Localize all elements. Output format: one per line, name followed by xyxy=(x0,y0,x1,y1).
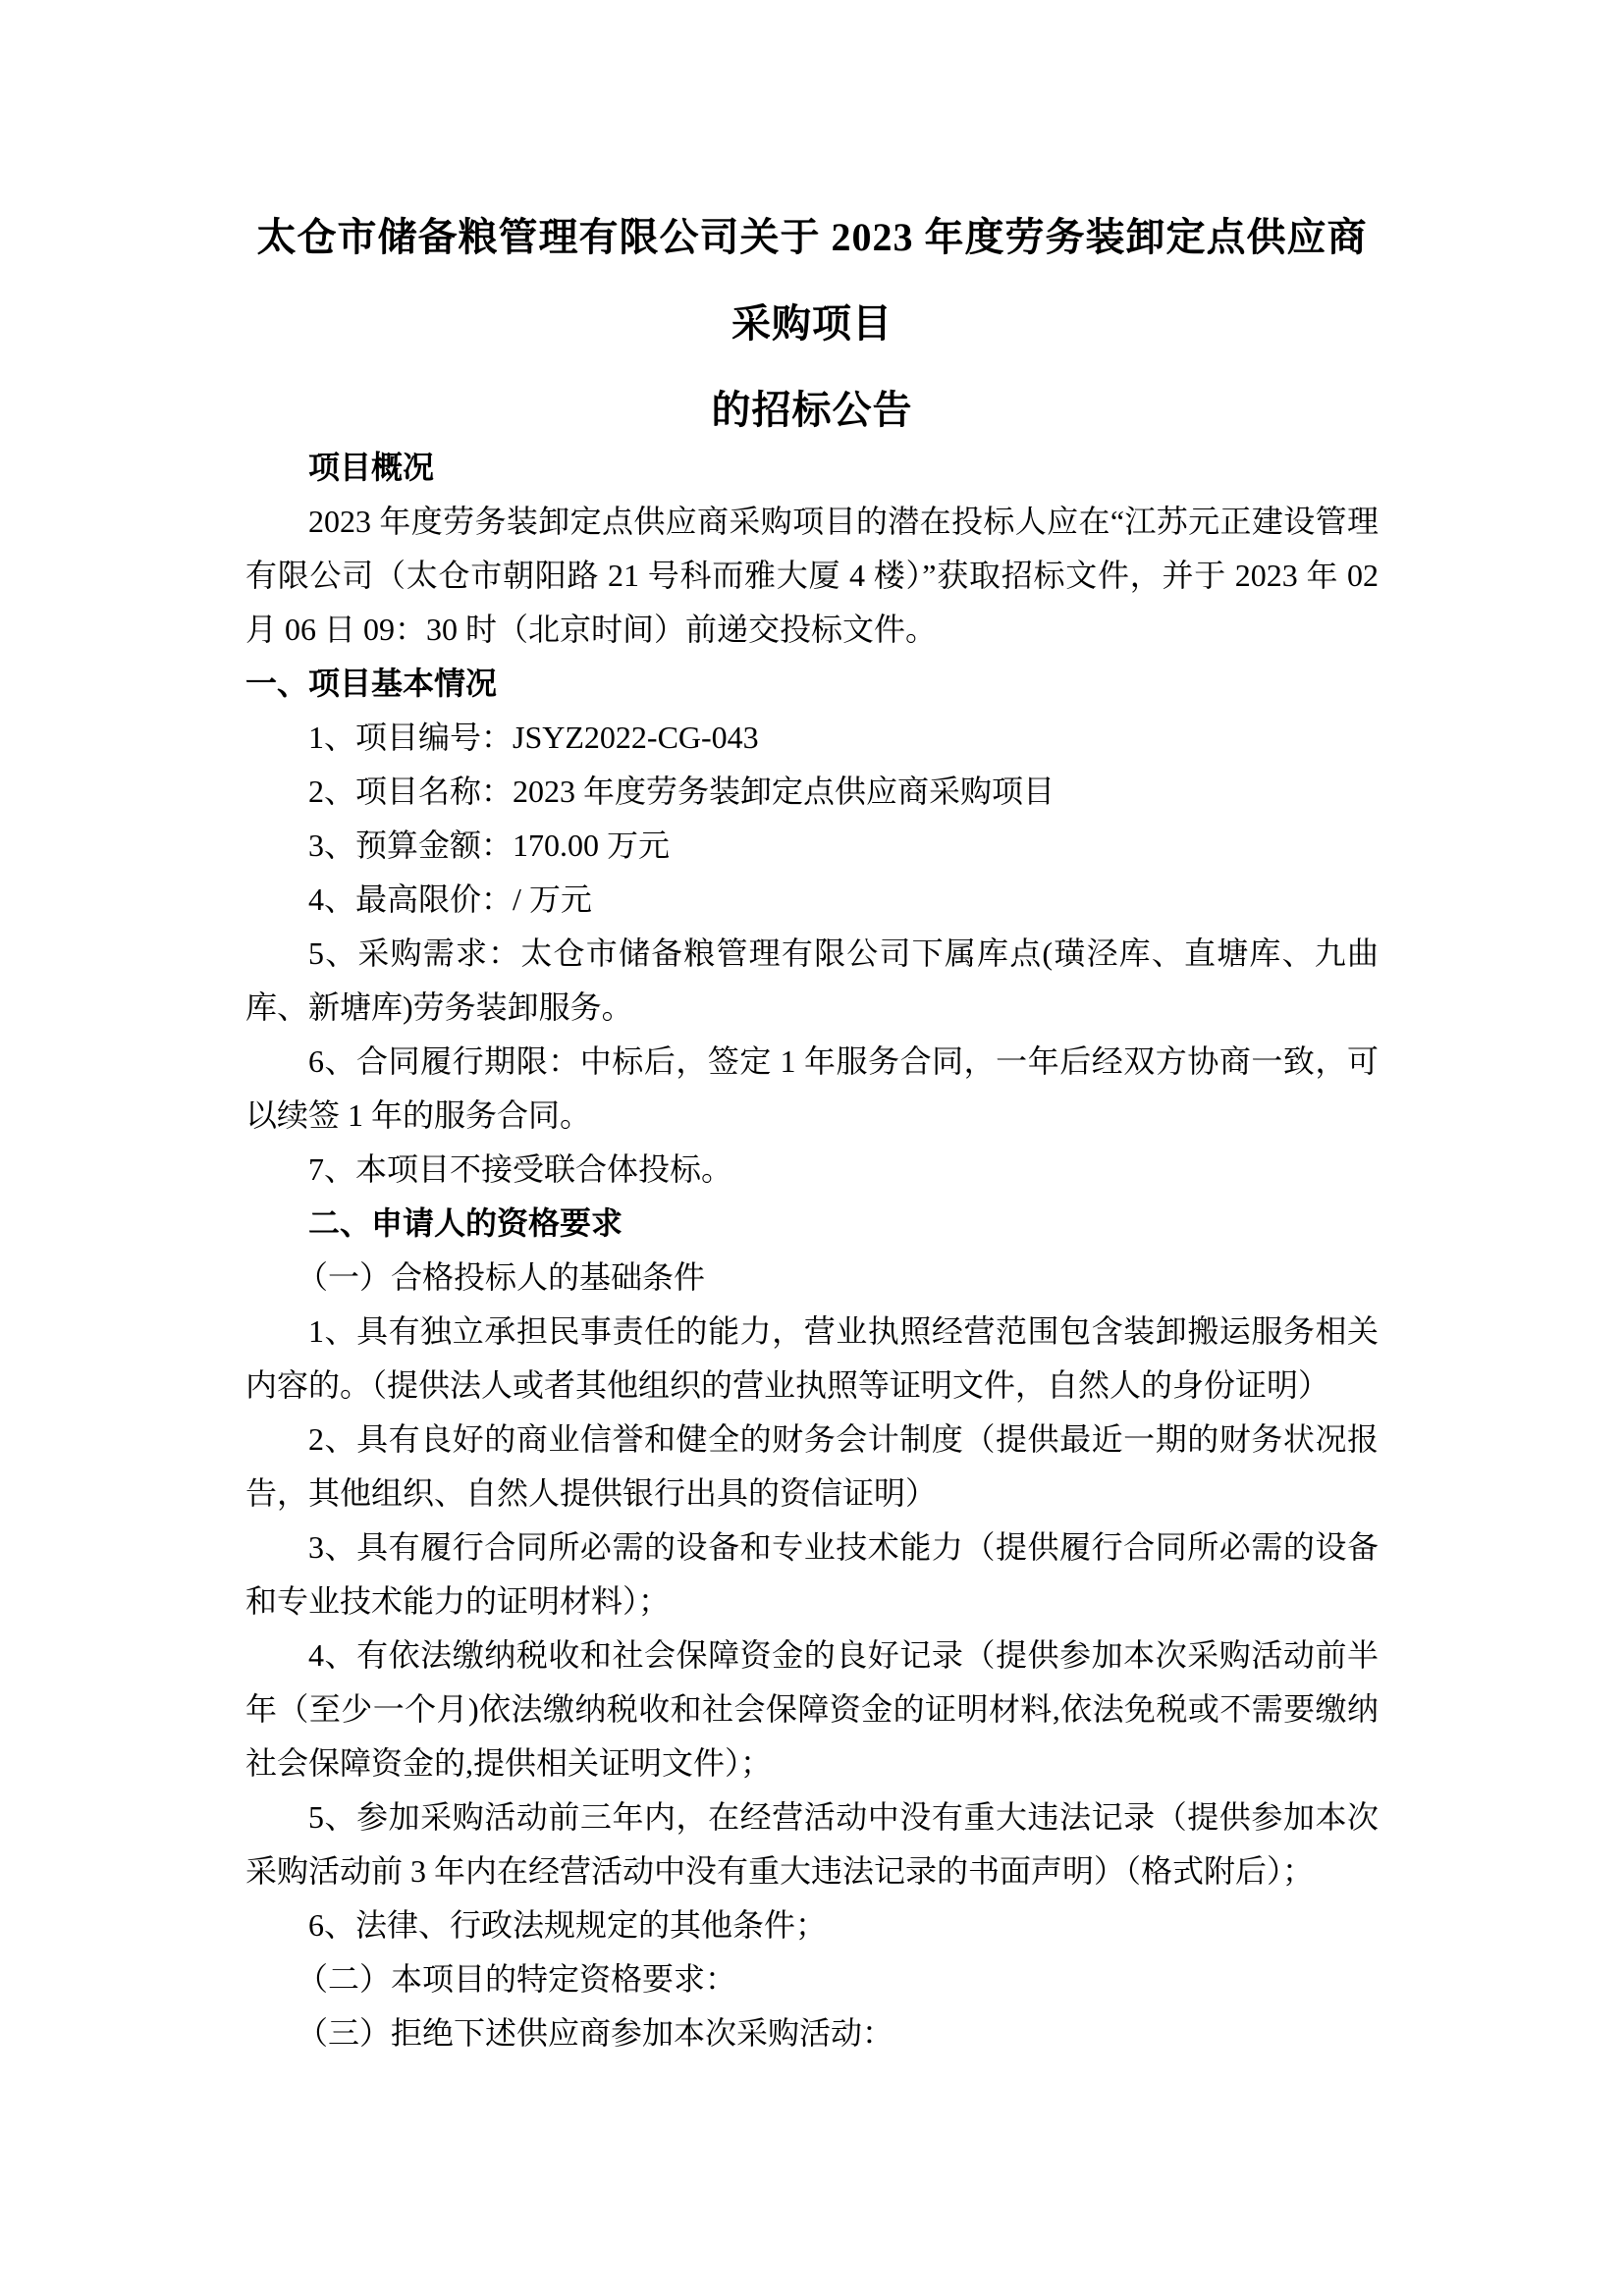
para-overview-heading: 项目概况 xyxy=(308,450,435,485)
document-title-line-2: 的招标公告 xyxy=(711,388,913,432)
para-basic-condition-1: 1、具有独立承担民事责任的能力，营业执照经营范围包含装卸搬运服务相关内容的。（提供法人或者其他组织的营业执照等证明文件，自然人的身份证明） xyxy=(245,1313,1379,1403)
para-subsection-2-heading: （二）本项目的特定资格要求： xyxy=(297,1961,737,1997)
para-basic-condition-4: 4、有依法缴纳税收和社会保障资金的良好记录（提供参加本次采购活动前半年（至少一个月)依法缴纳税收和社会保障资金的证明材料,依法免税或不需要缴纳社会保障资金的,提供相关证明文件）； xyxy=(245,1637,1379,1781)
para-max-price: 4、最高限价：/ 万元 xyxy=(308,881,592,917)
para-project-name: 2、项目名称：2023 年度劳务装卸定点供应商采购项目 xyxy=(308,774,1056,809)
para-basic-condition-3: 3、具有履行合同所必需的设备和专业技术能力（提供履行合同所必需的设备和专业技术能力的证明材料）； xyxy=(245,1529,1379,1619)
para-overview-text: 2023 年度劳务装卸定点供应商采购项目的潜在投标人应在“江苏元正建设管理有限公司（太仓市朝阳路 21 号科而雅大厦 4 楼）”获取招标文件，并于 2023 年 02 月 06 日 09：30 时（北京时间）前递交投标文件。 xyxy=(245,504,1379,647)
heading-section-1: 一、项目基本情况 xyxy=(245,666,498,701)
para-basic-condition-6: 6、法律、行政法规规定的其他条件； xyxy=(308,1907,828,1943)
para-subsection-3-heading: （三）拒绝下述供应商参加本次采购活动： xyxy=(297,2015,894,2051)
para-budget-amount: 3、预算金额：170.00 万元 xyxy=(308,828,671,863)
para-no-consortium: 7、本项目不接受联合体投标。 xyxy=(308,1151,733,1187)
document-title xyxy=(245,194,1379,454)
para-basic-condition-5: 5、参加采购活动前三年内，在经营活动中没有重大违法记录（提供参加本次采购活动前 3 年内在经营活动中没有重大违法记录的书面声明）（格式附后）； xyxy=(245,1799,1379,1889)
para-basic-condition-2: 2、具有良好的商业信誉和健全的财务会计制度（提供最近一期的财务状况报告，其他组织、自然人提供银行出具的资信证明） xyxy=(245,1421,1379,1511)
document-body xyxy=(245,441,1379,2060)
para-subsection-1-heading: （一）合格投标人的基础条件 xyxy=(297,1259,706,1295)
document-title-line-1: 太仓市储备粮管理有限公司关于 2023 年度劳务装卸定点供应商采购项目 xyxy=(256,215,1368,346)
para-contract-period: 6、合同履行期限：中标后，签定 1 年服务合同，一年后经双方协商一致，可以续签 1 年的服务合同。 xyxy=(245,1043,1379,1133)
heading-section-2: 二、申请人的资格要求 xyxy=(308,1205,623,1241)
para-project-number: 1、项目编号：JSYZ2022-CG-043 xyxy=(308,720,759,755)
para-procurement-demand: 5、采购需求：太仓市储备粮管理有限公司下属库点(璜泾库、直塘库、九曲库、新塘库)劳务装卸服务。 xyxy=(245,935,1379,1025)
